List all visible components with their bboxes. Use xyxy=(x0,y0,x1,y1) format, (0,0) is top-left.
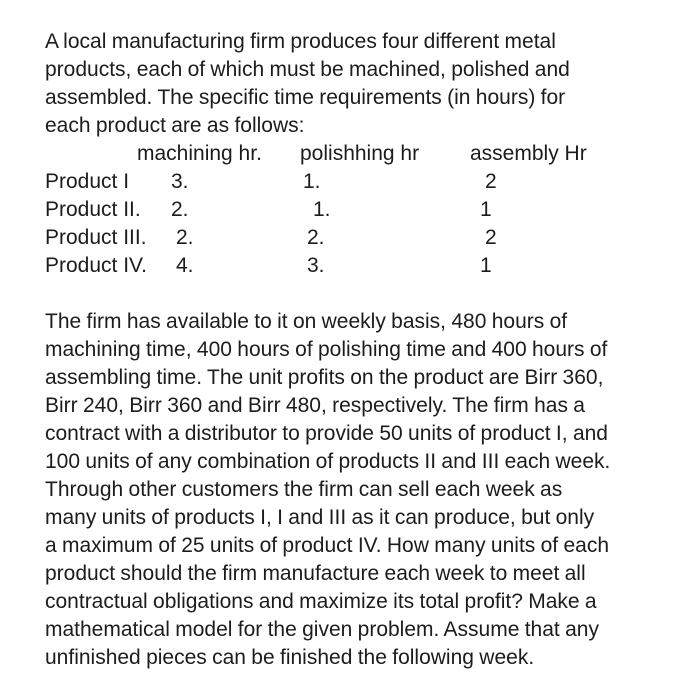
row-machining-value: 2. xyxy=(176,226,194,249)
row-machining-value: 3. xyxy=(171,170,189,193)
row-polishing-value: 3. xyxy=(307,254,325,277)
row-assembly-value: 2 xyxy=(485,170,497,193)
header-machining: machining hr. xyxy=(137,142,262,165)
row-polishing-value: 1. xyxy=(313,198,331,221)
header-assembly: assembly Hr xyxy=(470,142,587,165)
row-assembly-value: 2 xyxy=(485,226,497,249)
row-product-label: Product I xyxy=(45,170,130,193)
row-product-label: Product IV. xyxy=(45,254,147,277)
row-polishing-value: 1. xyxy=(303,170,321,193)
intro-paragraph: A local manufacturing firm produces four different metal products, each of which must be machined, polished and assembled. The specific time requirements (in hours) for each product are as follows: xyxy=(45,30,570,137)
row-product-label: Product II. xyxy=(45,198,141,221)
header-polishing: polishhing hr xyxy=(300,142,420,165)
time-requirements-table xyxy=(45,140,665,280)
row-assembly-value: 1 xyxy=(480,254,492,277)
problem-document xyxy=(45,28,665,669)
body-paragraph: The firm has available to it on weekly basis, 480 hours of machining time, 400 hours of polishing time and 400 hours of assembling time. The unit profits on the product are Birr 360, Birr 240, Birr 360 and Birr 480, respectively. The firm has a contract with a distributor to provide 50 units of product I, and 100 units of any combination of products II and III each week. Through other customers the firm can sell each week as many units of products I, I and III as it can produce, but only a maximum of 25 units of product IV. How many units of each product should the firm manufacture each week to meet all contractual obligations and maximize its total profit? Make a mathematical model for the given problem. Assume that any unfinished pieces can be finished the following week. xyxy=(45,310,611,669)
row-product-label: Product III. xyxy=(45,226,147,249)
row-polishing-value: 2. xyxy=(307,226,325,249)
row-assembly-value: 1 xyxy=(480,198,492,221)
row-machining-value: 2. xyxy=(171,198,189,221)
row-machining-value: 4. xyxy=(176,254,194,277)
